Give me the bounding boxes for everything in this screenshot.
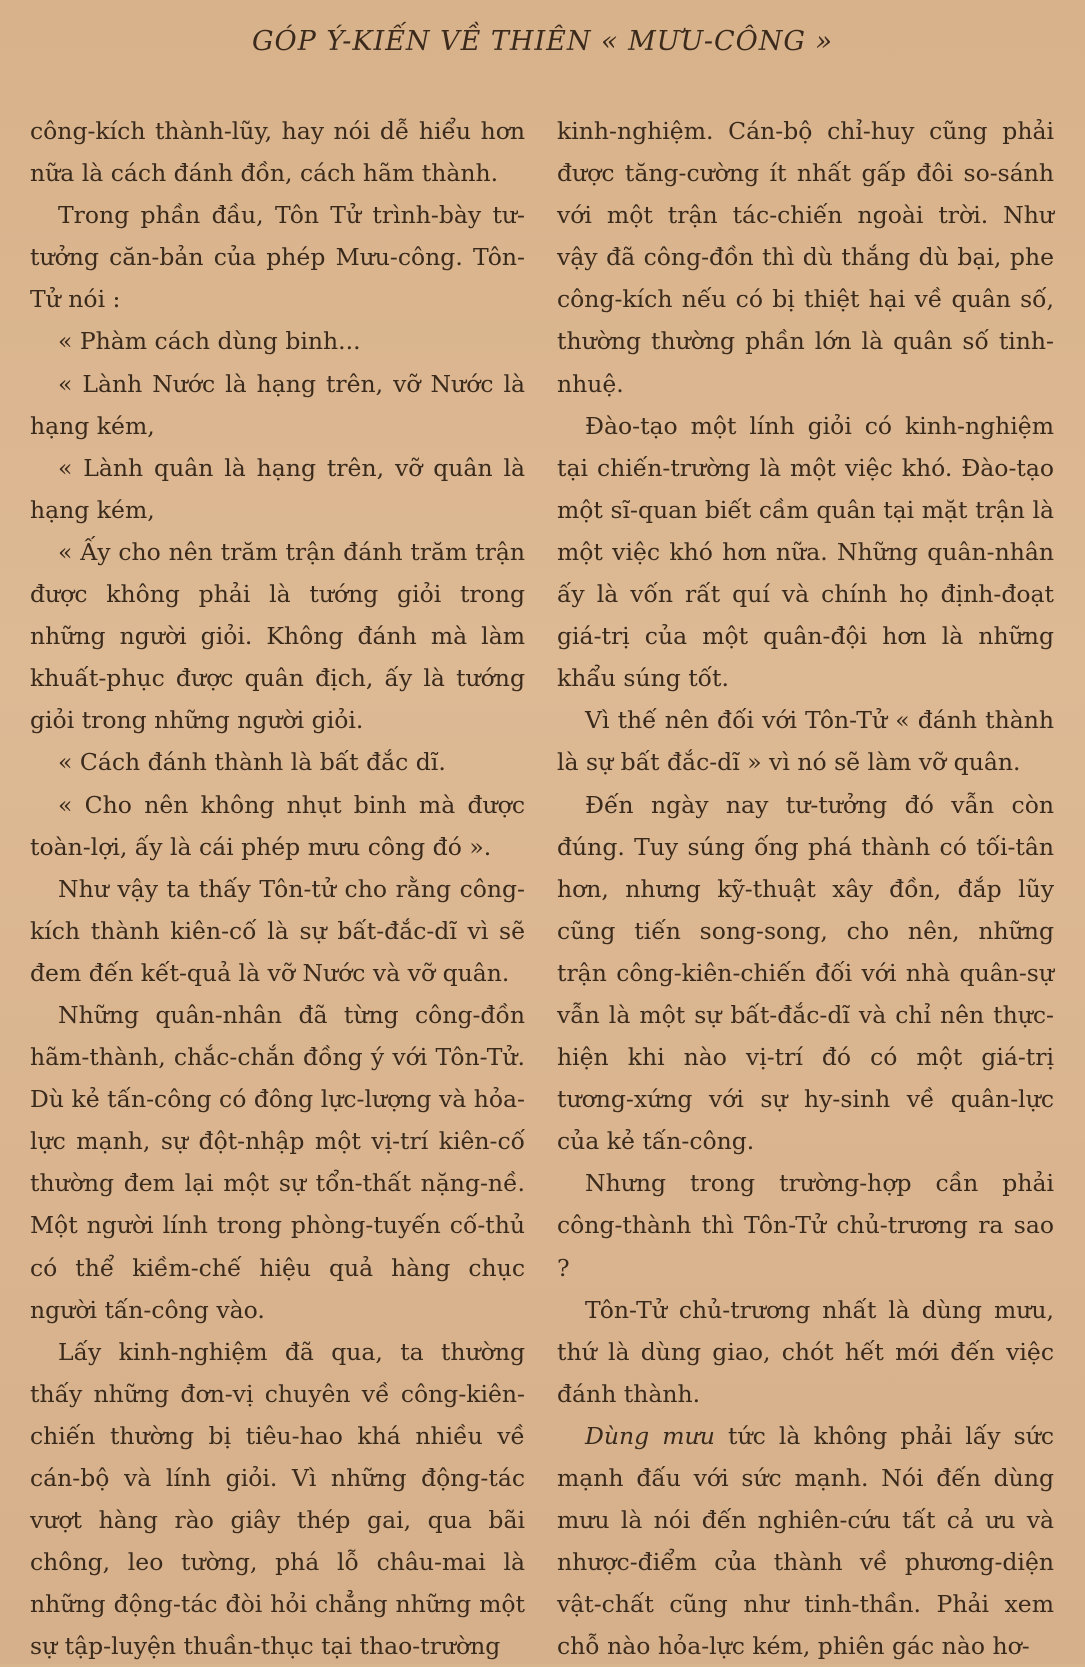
paragraph: Lấy kinh-nghiệm đã qua, ta thường thấy những đơn-vị chuyên về công-kiên-chiến thường bị tiêu-hao khá nhiều về cán-bộ và lính giỏi. Vì những động-tác vượt hàng rào giây thép gai, qua bãi chông, leo tường, phá lỗ châu-mai là những động-tác đòi hỏi chẳng những một sự tập-luyện thuần-thục tại thao-trường xyxy=(30,1337,525,1661)
quote-line: « Cách đánh thành là bất đắc dĩ. xyxy=(58,748,446,777)
paragraph xyxy=(557,1415,1054,1667)
quote-line: « Phàm cách dùng binh... xyxy=(58,327,361,356)
page-header: GÓP Ý-KIẾN VỀ THIÊN « MƯU-CÔNG » xyxy=(251,26,834,57)
paragraph: Đào-tạo một lính giỏi có kinh-nghiệm tại chiến-trường là một việc khó. Đào-tạo một sĩ-quan biết cầm quân tại mặt trận là một việc khó hơn nữa. Những quân-nhân ấy là vốn rất quí và chính họ định-đoạt giá-trị của một quân-đội hơn là những khẩu súng tốt. xyxy=(557,411,1054,693)
quote-line: « Lành quân là hạng trên, vỡ quân là hạng kém, xyxy=(30,453,525,524)
quote-line: « Lành Nước là hạng trên, vỡ Nước là hạng kém, xyxy=(30,369,525,440)
paragraph: Những quân-nhân đã từng công-đồn hãm-thành, chắc-chắn đồng ý với Tôn-Tử. Dù kẻ tấn-công có đông lực-lượng và hỏa-lực mạnh, sự đột-nhập một vị-trí kiên-cố thường đem lại một sự tổn-thất nặng-nề. Một người lính trong phòng-tuyến cố-thủ có thể kiềm-chế hiệu quả hàng chục người tấn-công vào. xyxy=(30,1000,525,1324)
paragraph: Trong phần đầu, Tôn Tử trình-bày tư-tưởng căn-bản của phép Mưu-công. Tôn-Tử nói : xyxy=(30,201,525,314)
paragraph: Như vậy ta thấy Tôn-tử cho rằng công-kích thành kiên-cố là sự bất-đắc-dĩ vì sẽ đem đến kết-quả là vỡ Nước và vỡ quân. xyxy=(30,874,525,987)
paragraph: Vì thế nên đối với Tôn-Tử « đánh thành là sự bất đắc-dĩ » vì nó sẽ làm vỡ quân. xyxy=(557,706,1054,777)
paragraph: Tôn-Tử chủ-trương nhất là dùng mưu, thứ là dùng giao, chót hết mới đến việc đánh thành. xyxy=(557,1295,1054,1408)
right-column xyxy=(557,110,1054,1667)
quote-line: « Ấy cho nên trăm trận đánh trăm trận được không phải là tướng giỏi trong những người giỏi. Không đánh mà làm khuất-phục được quân địch, ấy là tướng giỏi trong những người giỏi. xyxy=(30,537,525,735)
emphasis-text: Dùng mưu xyxy=(585,1421,715,1450)
paragraph: Nhưng trong trường-hợp cần phải công-thành thì Tôn-Tử chủ-trương ra sao ? xyxy=(557,1169,1054,1282)
paragraph: Đến ngày nay tư-tưởng đó vẫn còn đúng. Tuy súng ống phá thành có tối-tân hơn, nhưng kỹ-thuật xây đồn, đắp lũy cũng tiến song-song, cho nên, những trận công-kiên-chiến đối với nhà quân-sự vẫn là một sự bất-đắc-dĩ và chỉ nên thực-hiện khi nào vị-trí đó có một giá-trị tương-xứng với sự hy-sinh về quân-lực của kẻ tấn-công. xyxy=(557,790,1054,1156)
paragraph-text: tức là không phải lấy sức mạnh đấu với sức mạnh. Nói đến dùng mưu là nói đến nghiên-cứu tất cả ưu và nhược-điểm của thành về phương-diện vật-chất cũng như tinh-thần. Phải xem chỗ nào hỏa-lực kém, phiên gác nào hơ- xyxy=(557,1421,1054,1661)
paragraph: công-kích thành-lũy, hay nói dễ hiểu hơn nữa là cách đánh đồn, cách hãm thành. xyxy=(30,117,525,188)
paragraph: kinh-nghiệm. Cán-bộ chỉ-huy cũng phải được tăng-cường ít nhất gấp đôi so-sánh với một trận tác-chiến ngoài trời. Như vậy đã công-đồn thì dù thắng dù bại, phe công-kích nếu có bị thiệt hại về quân số, thường thường phần lớn là quân số tinh-nhuệ. xyxy=(557,117,1054,398)
left-column xyxy=(30,110,525,1667)
quote-line: « Cho nên không nhụt binh mà được toàn-lợi, ấy là cái phép mưu công đó ». xyxy=(30,790,525,861)
